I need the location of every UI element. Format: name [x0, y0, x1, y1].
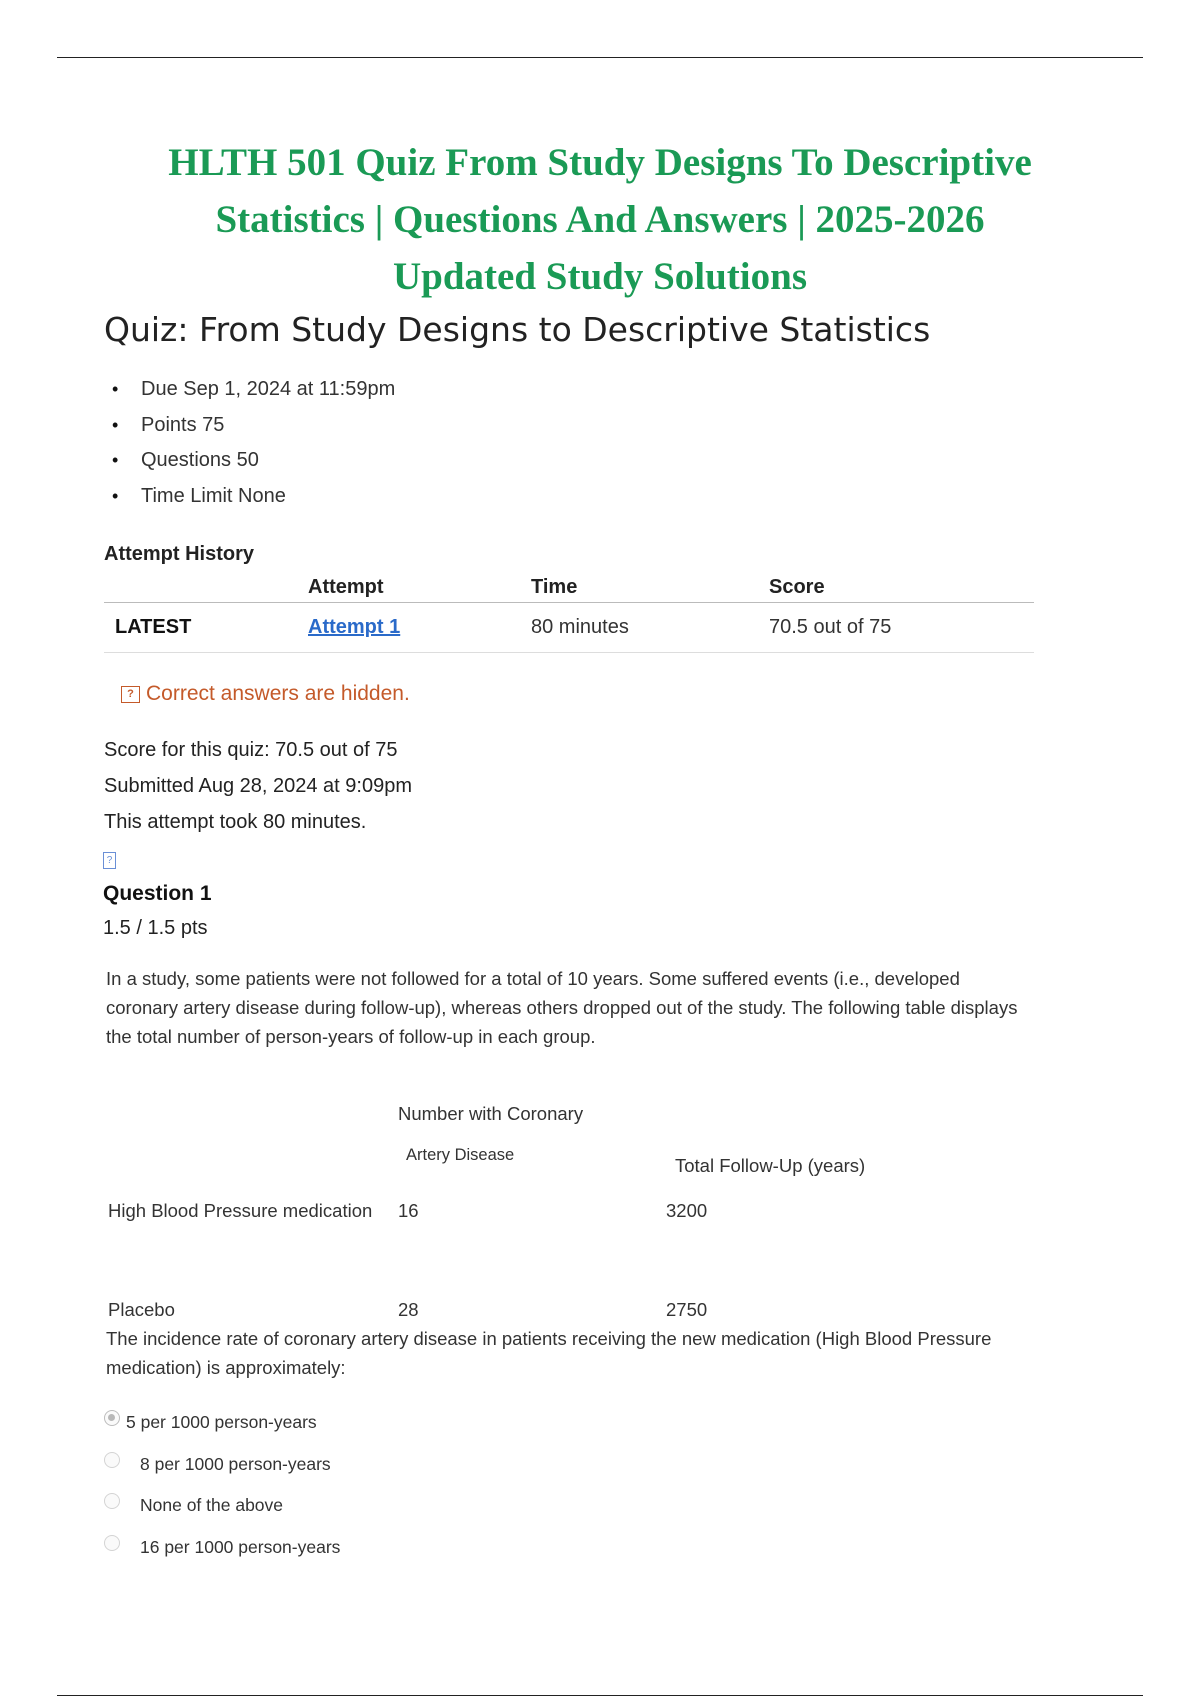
- quiz-summary: [104, 732, 412, 840]
- table-cell-cases: 28: [398, 1299, 419, 1320]
- document-title: [100, 134, 1100, 305]
- document-title-line-1: HLTH 501 Quiz From Study Designs To Descriptive: [168, 141, 1032, 184]
- broken-image-icon: ?: [103, 852, 116, 869]
- radio-button[interactable]: [104, 1535, 120, 1551]
- radio-button[interactable]: [104, 1452, 120, 1468]
- quiz-title: Quiz: From Study Designs to Descriptive Statistics: [104, 310, 931, 349]
- table-header-cases-line-2: Artery Disease: [406, 1146, 515, 1164]
- column-header-attempt: Attempt: [308, 572, 531, 603]
- question-points: 1.5 / 1.5 pts: [103, 917, 208, 939]
- answer-option-label: 8 per 1000 person-years: [140, 1453, 331, 1474]
- quiz-meta-text: Time Limit None: [141, 484, 286, 507]
- bullet-icon: •: [112, 450, 119, 471]
- question-title: Question 1: [103, 882, 212, 905]
- answer-option-label: 16 per 1000 person-years: [140, 1536, 341, 1557]
- bullet-icon: •: [112, 414, 119, 435]
- radio-button-selected[interactable]: [104, 1410, 120, 1426]
- score-line: Score for this quiz: 70.5 out of 75: [104, 739, 398, 761]
- duration-line: This attempt took 80 minutes.: [104, 811, 367, 833]
- table-header-cases-line-1: Number with Coronary: [398, 1103, 584, 1124]
- attempt-row-label: LATEST: [104, 603, 308, 653]
- answer-option-label: 5 per 1000 person-years: [126, 1412, 317, 1432]
- table-header-followup: Total Follow-Up (years): [675, 1155, 866, 1176]
- column-header-blank: [104, 572, 308, 603]
- broken-image-icon: ?: [121, 686, 140, 703]
- correct-answers-hidden-notice: [121, 682, 410, 706]
- bottom-rule: [57, 1695, 1143, 1696]
- quiz-meta-text: Due Sep 1, 2024 at 11:59pm: [141, 378, 396, 401]
- attempt-history-table: [104, 572, 1034, 653]
- table-row: [104, 603, 1034, 653]
- quiz-meta-due: [112, 372, 395, 408]
- quiz-meta-questions: [112, 443, 395, 479]
- quiz-meta-time-limit: [112, 479, 395, 515]
- document-title-line-2: Statistics | Questions And Answers | 2025-2026: [215, 198, 985, 241]
- quiz-meta-points: [112, 408, 395, 444]
- table-cell-followup: 2750: [666, 1299, 708, 1320]
- document-title-line-3: Updated Study Solutions: [393, 255, 807, 298]
- quiz-meta-list: [112, 372, 395, 514]
- column-header-score: Score: [769, 572, 1034, 603]
- attempt-history-header-row: [104, 572, 1034, 603]
- table-row-label: High Blood Pressure medication: [108, 1200, 373, 1221]
- table-cell-cases: 16: [398, 1200, 419, 1221]
- radio-button[interactable]: [104, 1493, 120, 1509]
- bullet-icon: •: [112, 379, 119, 400]
- bullet-icon: •: [112, 485, 119, 506]
- top-rule: [57, 57, 1143, 58]
- table-row-label: Placebo: [108, 1299, 175, 1320]
- attempt-1-link[interactable]: Attempt 1: [308, 616, 401, 638]
- attempt-time-cell: 80 minutes: [531, 603, 769, 653]
- attempt-history-heading: Attempt History: [104, 543, 255, 565]
- submitted-line: Submitted Aug 28, 2024 at 9:09pm: [104, 775, 412, 797]
- question-intro: In a study, some patients were not followed for a total of 10 years. Some suffered events (i.e., developed coronary artery disease during follow-up), whereas others dropped out of the study. The following table displays the total number of person-years of follow-up in each group.: [106, 968, 1018, 1047]
- quiz-meta-text: Points 75: [141, 413, 225, 436]
- quiz-meta-text: Questions 50: [141, 449, 259, 472]
- question-stem: The incidence rate of coronary artery disease in patients receiving the new medication (High Blood Pressure medication) is approximately:: [106, 1328, 992, 1378]
- table-cell-followup: 3200: [666, 1200, 708, 1221]
- column-header-time: Time: [531, 572, 769, 603]
- answer-option-label: None of the above: [140, 1495, 284, 1515]
- attempt-score-cell: 70.5 out of 75: [769, 603, 1034, 653]
- notice-text: Correct answers are hidden.: [146, 682, 410, 705]
- attempt-cell: [308, 603, 531, 653]
